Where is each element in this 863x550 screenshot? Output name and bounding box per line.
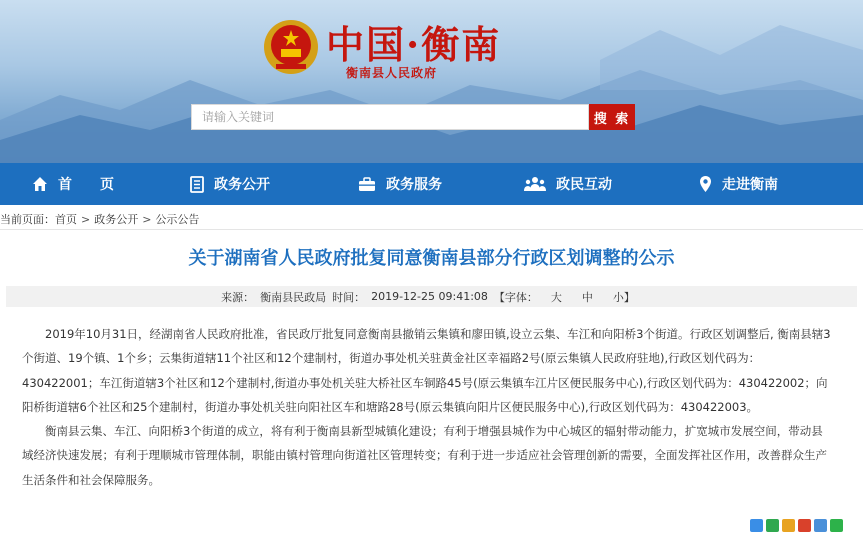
home-icon [32,176,48,192]
nav-item-label: 走进衡南 [722,177,778,193]
search-input[interactable] [191,104,589,130]
article-paragraph: 衡南县云集、车江、向阳桥3个街道的成立，将有利于衡南县新型城镇化建设；有利于增强县城作为中心城区的辐射带动能力，扩宽城市发展空间，带动县域经济快速发展；有利于理顺城市管理体制，职能由镇村管理向街道社区管理转变；有利于进一步适应社会管理创新的需要，全面发挥社区作用，改善群众生产生活条件和社会保障服务。 [22,424,827,487]
nav-item-gov-affairs-open[interactable] [190,163,270,205]
main-nav [0,163,863,205]
time-label: 时间： [332,290,366,304]
search-button[interactable]: 搜 索 [589,104,635,130]
font-size-small-button[interactable]: 小】 [612,290,635,304]
article-paragraph: 2019年10月31日，经湖南省人民政府批准，省民政厅批复同意衡南县撤销云集镇和廖田镇,设立云集、车江和向阳桥3个街道。行政区划调整后, 衡南县辖3个街道、19个镇、1个乡；云集街道辖11个社区和12个建制村，街道办事处机关驻黄金社区幸福路2号(原云集镇人民政府驻地),行政区划代码为：430422001；车江街道辖3个社区和12个建制村,街道办事处机关驻大桥社区车铜路45号(原云集镇车江片区便民服务中心),行政区划代码为：430422002；向阳桥街道辖6个社区和25个建制村，街道办事处机关驻向阳社区车和塘路28号(原云集镇向阳片区便民服务中心),行政区划代码为：430422003。 [22,327,831,414]
nav-item-about-hengnan[interactable] [699,163,778,205]
time-value: 2019-12-25 09:41:08 [371,290,488,303]
article-body [22,322,834,492]
nav-item-gov-services[interactable] [358,163,442,205]
nav-item-label: 首 页 [58,177,114,193]
nav-item-home[interactable] [32,163,114,205]
nav-item-public-interaction[interactable] [524,163,612,205]
source-value: 衡南县民政局 [260,290,327,304]
breadcrumb [0,210,199,228]
breadcrumb-prefix: 当前页面： [0,213,55,226]
breadcrumb-separator: > [142,212,152,226]
font-size-large-button[interactable]: 大 [550,290,562,304]
document-icon [190,176,204,193]
article-meta-bar [6,286,857,307]
breadcrumb-divider [0,229,863,230]
header-banner [0,0,863,163]
article-title: 关于湖南省人民政府批复同意衡南县部分行政区划调整的公示 [188,248,675,269]
site-subtitle: 衡南县人民政府 [346,66,438,80]
briefcase-icon [358,177,376,192]
share-tencent-weibo-icon[interactable] [782,519,795,532]
nav-item-label: 政务公开 [214,177,270,193]
national-emblem-icon [262,18,320,76]
nav-item-label: 政务服务 [386,177,442,193]
source-label: 来源： [221,290,255,304]
font-size-medium-button[interactable]: 中 [581,290,593,304]
people-icon [524,176,546,192]
share-sina-weibo-icon[interactable] [798,519,811,532]
breadcrumb-item-announcements[interactable]: 公示公告 [155,213,200,226]
breadcrumb-item-gov-affairs-open[interactable]: 政务公开 [94,213,139,226]
share-toolbar [750,519,843,532]
share-renren-icon[interactable] [814,519,827,532]
share-qzone-icon[interactable] [766,519,779,532]
share-wechat-icon[interactable] [830,519,843,532]
location-pin-icon [699,175,712,193]
site-title: 中国·衡南 [326,22,502,67]
breadcrumb-separator: > [81,212,91,226]
share-plus-icon[interactable] [750,519,763,532]
breadcrumb-item-home[interactable]: 首页 [55,213,77,226]
font-size-label: 【字体： [493,290,538,304]
nav-item-label: 政民互动 [556,177,612,193]
